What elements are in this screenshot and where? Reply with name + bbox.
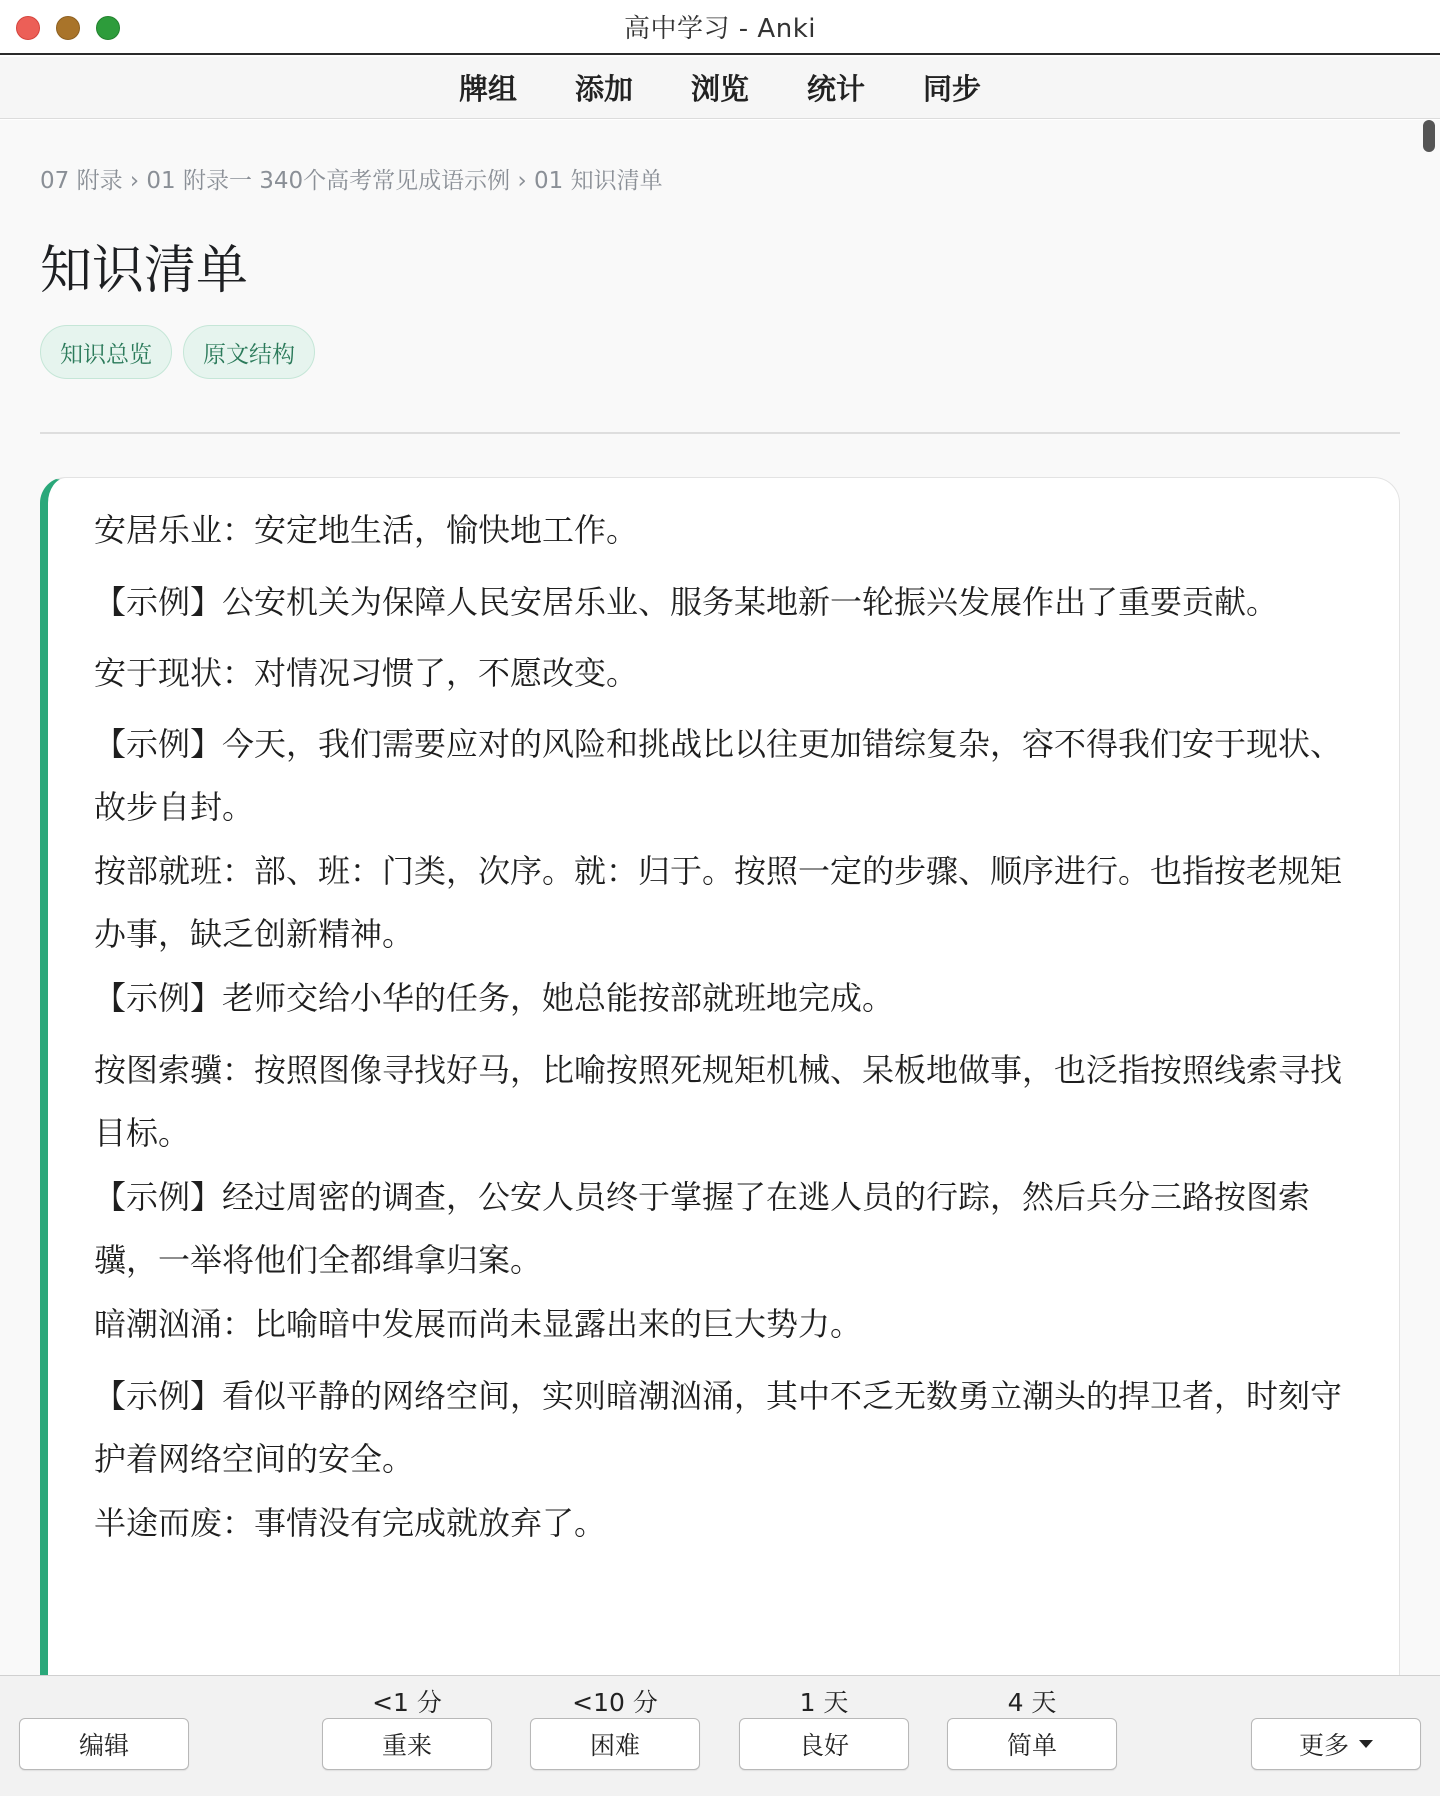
menu-browse[interactable]: 浏览: [690, 72, 749, 106]
entry-definition: 安居乐业：安定地生活，愉快地工作。: [94, 511, 639, 549]
window-controls: [16, 16, 120, 40]
page-title: 知识清单: [40, 241, 249, 301]
top-menu: [0, 57, 1440, 119]
good-interval: 1 天: [799, 1688, 849, 1717]
entry-definition: 暗潮汹涌：比喻暗中发展而尚未显露出来的巨大势力。: [94, 1305, 863, 1343]
tag-text-structure[interactable]: 原文结构: [183, 325, 315, 379]
divider: [40, 432, 1400, 434]
easy-interval: 4 天: [1007, 1688, 1057, 1717]
close-window-button[interactable]: [16, 16, 40, 40]
entry-definition: 半途而废：事情没有完成就放弃了。: [94, 1504, 607, 1542]
entry-definition: 安于现状：对情况习惯了，不愿改变。: [94, 654, 639, 692]
edit-button[interactable]: 编辑: [19, 1718, 189, 1770]
chevron-down-icon: [1359, 1740, 1373, 1748]
hard-button[interactable]: 困难: [530, 1718, 700, 1770]
good-button[interactable]: 良好: [739, 1718, 909, 1770]
tag-knowledge-overview[interactable]: 知识总览: [40, 325, 172, 379]
breadcrumb: 07 附录 › 01 附录一 340个高考常见成语示例 › 01 知识清单: [40, 168, 663, 194]
more-button[interactable]: [1251, 1718, 1421, 1770]
zoom-window-button[interactable]: [96, 16, 120, 40]
menu-add[interactable]: 添加: [574, 72, 633, 106]
hard-interval: <10 分: [572, 1688, 658, 1717]
answer-bar: [0, 1675, 1440, 1796]
menu-stats[interactable]: 统计: [807, 72, 866, 106]
menu-decks[interactable]: 牌组: [458, 72, 517, 106]
window-title: 高中学习 - Anki: [624, 14, 816, 44]
scrollbar-thumb[interactable]: [1423, 120, 1435, 152]
again-interval: <1 分: [372, 1688, 442, 1717]
again-button[interactable]: 重来: [322, 1718, 492, 1770]
entry-example: 【示例】看似平静的网络空间，实则暗潮汹涌，其中不乏无数勇立潮头的捍卫者，时刻守护着网络空间的安全。: [94, 1377, 1343, 1478]
easy-button[interactable]: 简单: [947, 1718, 1117, 1770]
note-card: [40, 477, 1400, 1675]
entry-example: 【示例】经过周密的调查，公安人员终于掌握了在逃人员的行踪，然后兵分三路按图索骥，一举将他们全都缉拿归案。: [94, 1178, 1311, 1279]
entry-example: 【示例】公安机关为保障人民安居乐业、服务某地新一轮振兴发展作出了重要贡献。: [94, 583, 1279, 621]
entry-example: 【示例】老师交给小华的任务，她总能按部就班地完成。: [94, 979, 895, 1017]
tag-list: [40, 325, 315, 379]
card-content-area[interactable]: [0, 120, 1440, 1675]
entry-definition: 按图索骥：按照图像寻找好马，比喻按照死规矩机械、呆板地做事，也泛指按照线索寻找目标。: [94, 1051, 1343, 1152]
title-bar: [0, 0, 1440, 55]
entry-example: 【示例】今天，我们需要应对的风险和挑战比以往更加错综复杂，容不得我们安于现状、故步自封。: [94, 725, 1343, 826]
entry-definition: 按部就班：部、班：门类，次序。就：归于。按照一定的步骤、顺序进行。也指按老规矩办事，缺乏创新精神。: [94, 852, 1343, 953]
minimize-window-button[interactable]: [56, 16, 80, 40]
more-button-label: 更多: [1298, 1732, 1349, 1760]
menu-sync[interactable]: 同步: [923, 72, 982, 106]
